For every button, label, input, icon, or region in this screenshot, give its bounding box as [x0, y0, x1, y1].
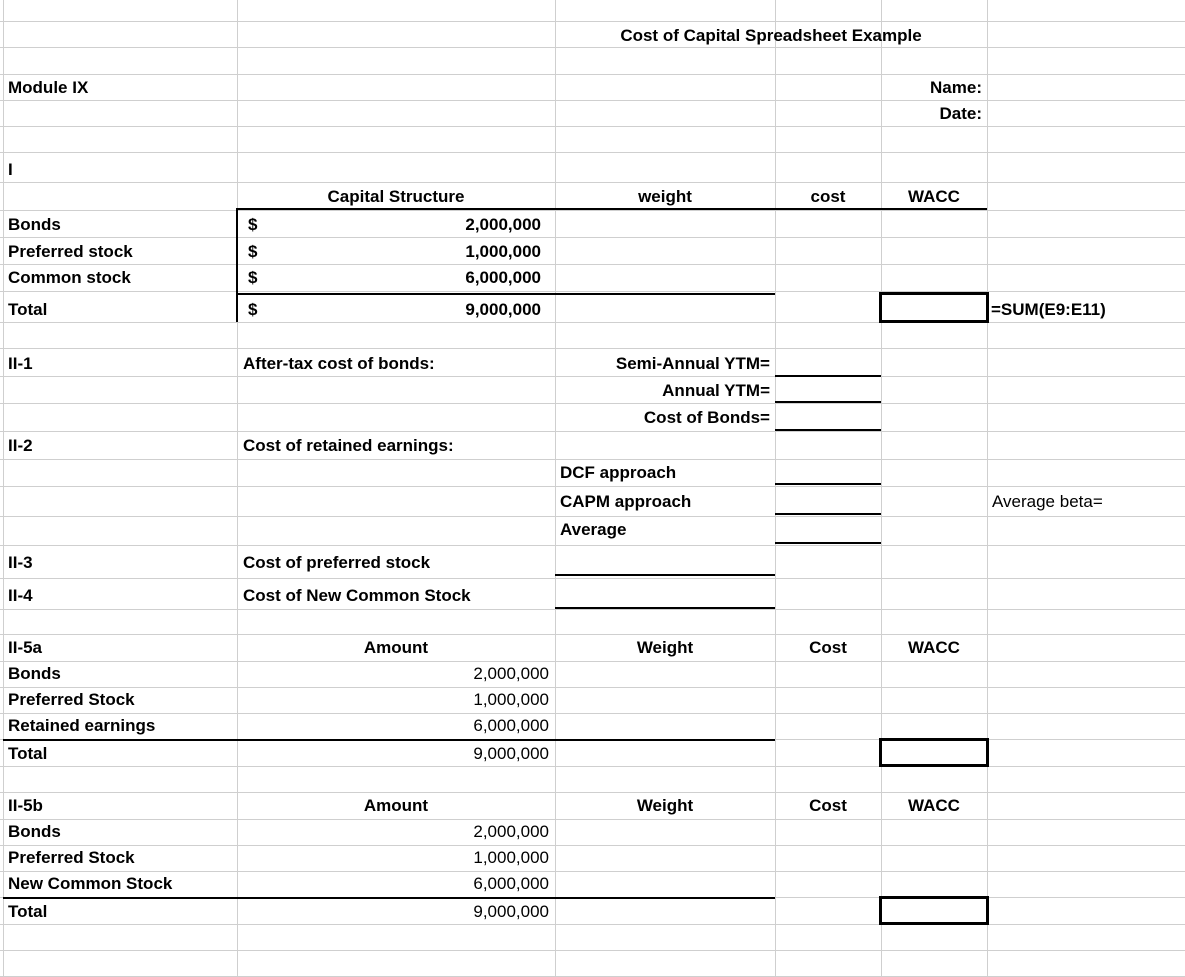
capital-structure-header: Capital Structure	[327, 187, 465, 206]
row-label: Bonds	[8, 664, 61, 683]
weight-header: Weight	[636, 638, 694, 657]
section-i-label: I	[8, 160, 13, 179]
row-label: Bonds	[8, 215, 61, 234]
new-common-stock-cost-label: Cost of New Common Stock	[243, 586, 471, 605]
wacc-total-cell[interactable]	[879, 896, 989, 925]
cost-header: cost	[810, 187, 846, 206]
amount-cell: 2,000,000	[465, 215, 541, 234]
wacc-header: WACC	[908, 796, 960, 815]
module-label: Module IX	[8, 78, 89, 97]
amount-cell: 1,000,000	[473, 848, 549, 867]
annual-ytm-input[interactable]	[775, 401, 881, 403]
wacc-header: WACC	[908, 187, 960, 206]
row-label: New Common Stock	[8, 874, 173, 893]
weight-header: weight	[638, 187, 692, 206]
row-label: Bonds	[8, 822, 61, 841]
amount-cell: 1,000,000	[473, 690, 549, 709]
capm-input[interactable]	[775, 513, 881, 515]
row-label: Retained earnings	[8, 716, 156, 735]
semi-annual-ytm-input[interactable]	[775, 375, 881, 377]
semi-annual-ytm-label: Semi-Annual YTM=	[615, 354, 770, 373]
amount-cell: 2,000,000	[473, 664, 549, 683]
average-label: Average	[560, 520, 627, 539]
average-input[interactable]	[775, 542, 881, 544]
amount-cell: 6,000,000	[465, 268, 541, 287]
annual-ytm-label: Annual YTM=	[662, 381, 770, 400]
total-label: Total	[8, 744, 48, 763]
section-ii5b-label: II-5b	[8, 796, 43, 815]
amount-cell: 1,000,000	[465, 242, 541, 261]
total-rule	[3, 897, 775, 899]
preferred-stock-cost-label: Cost of preferred stock	[243, 553, 431, 572]
section-ii4-label: II-4	[8, 586, 33, 605]
total-amount: 9,000,000	[473, 902, 549, 921]
cost-of-bonds-label: Cost of Bonds=	[643, 408, 770, 427]
currency-symbol: $	[248, 300, 258, 319]
currency-symbol: $	[248, 268, 258, 287]
cost-header: Cost	[809, 796, 847, 815]
preferred-stock-cost-input[interactable]	[555, 574, 775, 576]
amount-header: Amount	[363, 638, 429, 657]
name-label: Name:	[930, 78, 982, 97]
average-beta-label: Average beta=	[992, 492, 1103, 511]
total-amount: 9,000,000	[465, 300, 541, 319]
new-common-stock-cost-input[interactable]	[555, 607, 775, 609]
row-label: Preferred Stock	[8, 690, 135, 709]
date-label: Date:	[939, 104, 982, 123]
weight-header: Weight	[636, 796, 694, 815]
wacc-total-cell[interactable]	[879, 738, 989, 767]
section-ii3-label: II-3	[8, 553, 33, 572]
total-amount: 9,000,000	[473, 744, 549, 763]
amount-header: Amount	[363, 796, 429, 815]
column-left-border	[236, 208, 238, 322]
sum-formula: =SUM(E9:E11)	[991, 300, 1106, 319]
sheet-title: Cost of Capital Spreadsheet Example	[620, 26, 922, 45]
dcf-approach-label: DCF approach	[560, 463, 677, 482]
row-label: Preferred stock	[8, 242, 133, 261]
currency-symbol: $	[248, 242, 258, 261]
amount-cell: 6,000,000	[473, 716, 549, 735]
cost-header: Cost	[809, 638, 847, 657]
header-underline	[237, 208, 987, 210]
section-ii5a-label: II-5a	[8, 638, 43, 657]
section-ii1-label: II-1	[8, 354, 33, 373]
row-label: Common stock	[8, 268, 131, 287]
currency-symbol: $	[248, 215, 258, 234]
dcf-input[interactable]	[775, 483, 881, 485]
total-label: Total	[8, 300, 48, 319]
cost-of-bonds-input[interactable]	[775, 429, 881, 431]
amount-cell: 6,000,000	[473, 874, 549, 893]
total-rule	[3, 739, 775, 741]
total-wacc-cell[interactable]	[879, 292, 989, 323]
capm-approach-label: CAPM approach	[560, 492, 692, 511]
total-rule	[237, 293, 775, 295]
section-ii2-label: II-2	[8, 436, 33, 455]
after-tax-bonds-label: After-tax cost of bonds:	[243, 354, 435, 373]
amount-cell: 2,000,000	[473, 822, 549, 841]
row-label: Preferred Stock	[8, 848, 135, 867]
wacc-header: WACC	[908, 638, 960, 657]
total-label: Total	[8, 902, 48, 921]
retained-earnings-label: Cost of retained earnings:	[243, 436, 454, 455]
